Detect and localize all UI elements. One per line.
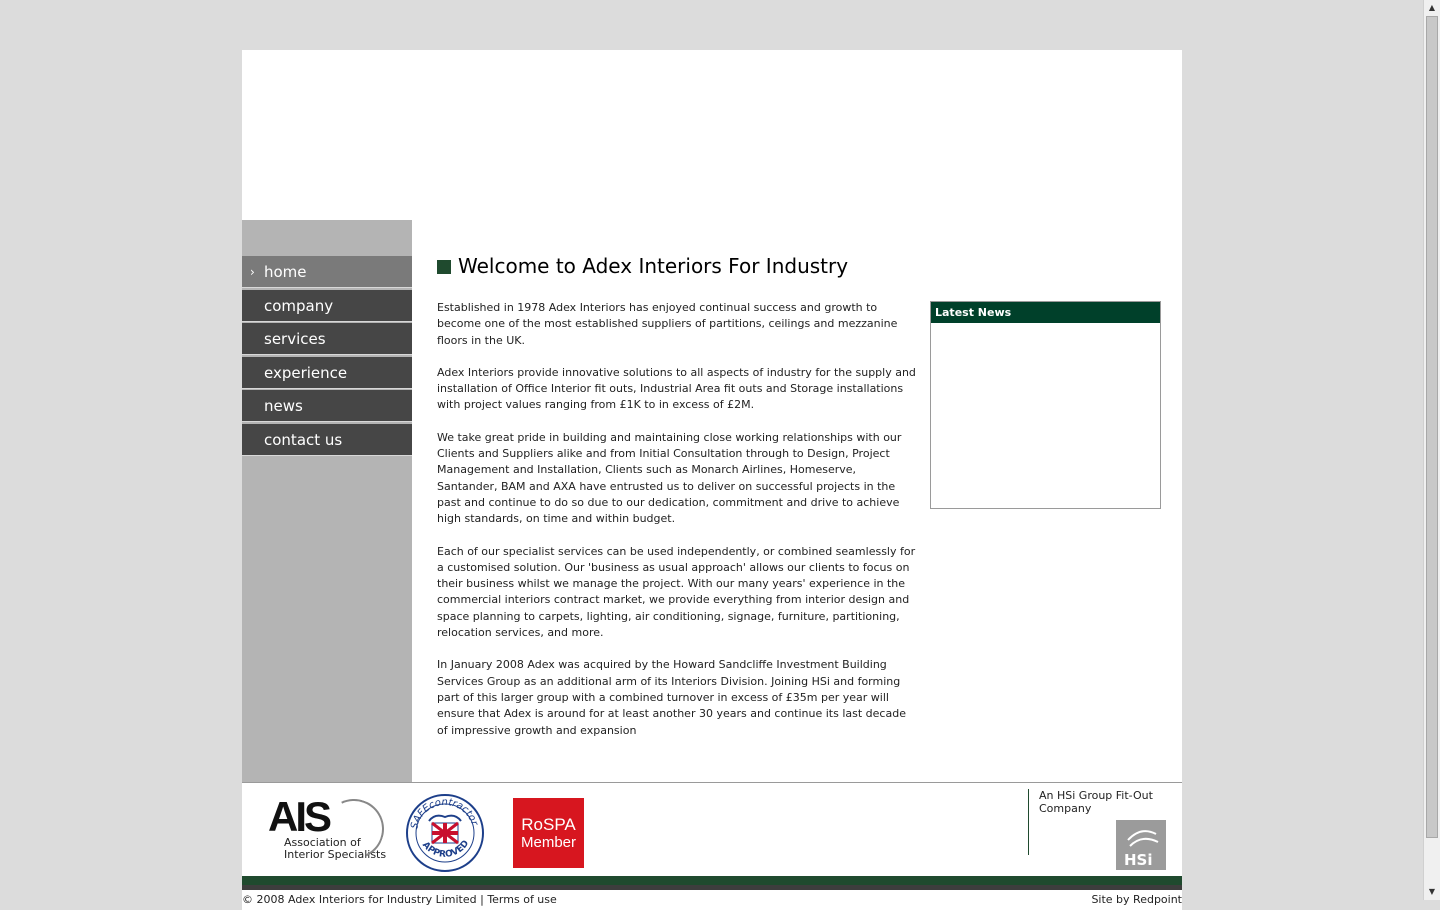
page-title bbox=[437, 254, 917, 278]
nav-contact-us[interactable] bbox=[242, 424, 412, 456]
ais-logo-line1: Association of bbox=[284, 836, 361, 849]
footer-bar bbox=[242, 876, 1182, 885]
nav-label: experience bbox=[264, 364, 348, 382]
ais-logo[interactable] bbox=[268, 793, 388, 869]
accreditation-logos bbox=[242, 783, 1182, 876]
latest-news-panel bbox=[930, 301, 1161, 509]
sidebar bbox=[242, 220, 412, 782]
safecontractor-bottom-text: APPROVED bbox=[420, 838, 472, 860]
rospa-logo-line2: Member bbox=[520, 834, 576, 851]
nav-label: home bbox=[264, 263, 307, 281]
paragraph: Each of our specialist services can be used independently, or combined seamlessly for a customised solution. Our 'business as usual approach' allows our clients to focus on their business whilst we manage the project. With our many years' experience in the commercial interiors contract market, we provide everything from interior design and space planning to carpets, lighting, air conditioning, signage, furniture, partitioning, relocation services, and more. bbox=[437, 544, 916, 640]
nav-experience[interactable] bbox=[242, 357, 412, 389]
site-credit-link[interactable]: Site by Redpoint bbox=[1091, 893, 1182, 906]
paragraph: In January 2008 Adex was acquired by the Howard Sandcliffe Investment Building Services Group as an additional arm of its Interiors Division. Joining HSi and forming part of this larger group with a combined turnover in excess of £35m per year will ensure that Adex is around for at least another 30 years and continue its last decade of impressive growth and expansion bbox=[437, 658, 906, 737]
scroll-thumb[interactable] bbox=[1426, 16, 1438, 838]
ais-logo-line2: Interior Specialists bbox=[284, 848, 387, 861]
hsi-logo-text: HSi bbox=[1124, 851, 1153, 869]
paragraph: Established in 1978 Adex Interiors has enjoyed continual success and growth to become one of the most established suppliers of partitions, ceilings and mezzanine floors in the UK. bbox=[437, 301, 898, 347]
vertical-scrollbar[interactable] bbox=[1423, 0, 1440, 900]
header-banner bbox=[242, 50, 1182, 220]
footer-bar-dark bbox=[242, 885, 1182, 890]
hsi-logo[interactable] bbox=[1116, 820, 1166, 870]
latest-news-title: Latest News bbox=[931, 302, 1160, 323]
rospa-logo-line1: RoSPA bbox=[521, 815, 576, 834]
chevron-right-icon: › bbox=[250, 265, 255, 279]
nav-label: contact us bbox=[264, 431, 343, 449]
safecontractor-logo[interactable] bbox=[405, 793, 485, 873]
intro-text bbox=[437, 300, 917, 755]
copyright-text[interactable]: © 2008 Adex Interiors for Industry Limited | Terms of use bbox=[242, 893, 557, 906]
safecontractor-top-text: SAFEcontractor bbox=[409, 796, 480, 831]
page-title-text: Welcome to Adex Interiors For Industry bbox=[458, 254, 849, 278]
ais-logo-text: AIS bbox=[268, 793, 330, 840]
nav-company[interactable] bbox=[242, 290, 412, 322]
rospa-logo[interactable] bbox=[513, 798, 584, 868]
nav-home[interactable] bbox=[242, 256, 412, 288]
square-bullet-icon bbox=[437, 260, 451, 274]
scroll-up-arrow-icon[interactable]: ▲ bbox=[1428, 3, 1436, 12]
nav-label: news bbox=[264, 397, 303, 415]
hsi-divider bbox=[1028, 789, 1029, 855]
paragraph: Adex Interiors provide innovative solutions to all aspects of industry for the supply and installation of Office Interior fit outs, Industrial Area fit outs and Storage installations with project values ranging from £1K to in excess of £2M. bbox=[437, 365, 916, 412]
page-container bbox=[242, 50, 1182, 910]
nav-label: company bbox=[264, 297, 334, 315]
paragraph: We take great pride in building and maintaining close working relationships with our Clients and Suppliers alike and from Initial Consultation through to Design, Project Management and Installation, Clients such as Monarch Airlines, Homeserve, Santander, BAM and AXA have entrusted us to deliver on successful projects in the past and continue to do so due to our dedication, commitment and drive to achieve high standards, on time and within budget. bbox=[437, 430, 902, 526]
nav-news[interactable] bbox=[242, 390, 412, 422]
hsi-group-text: An HSi Group Fit-Out Company bbox=[1039, 789, 1153, 815]
nav-services[interactable] bbox=[242, 323, 412, 355]
nav-label: services bbox=[264, 330, 326, 348]
scroll-down-arrow-icon[interactable]: ▼ bbox=[1428, 887, 1436, 896]
